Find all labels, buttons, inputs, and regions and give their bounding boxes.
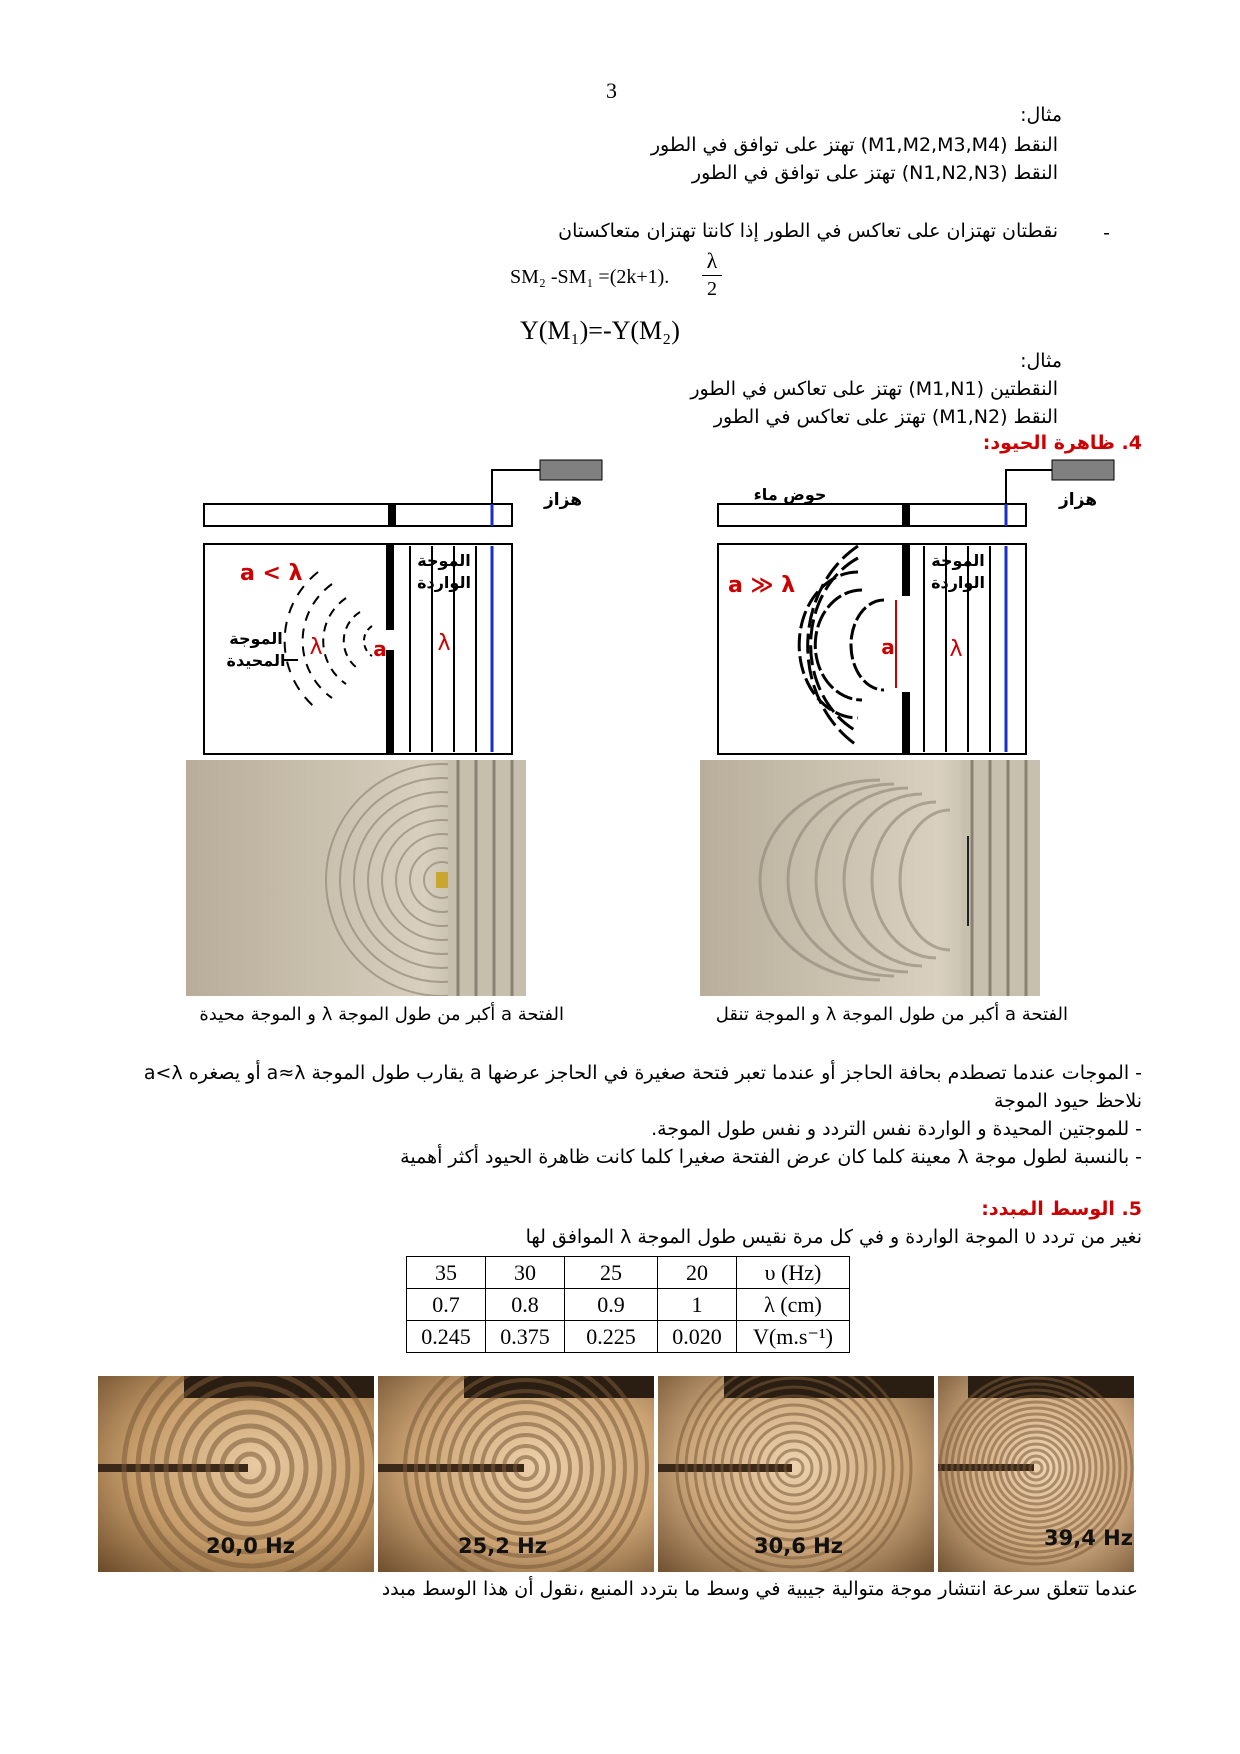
left-diagram (204, 460, 602, 754)
note-1: - الموجات عندما تصطدم بحافة الحاجز أو عندما تعبر فتحة صغيرة في الحاجز عرضها a يقارب طول الموجة a≈λ أو يصغره a<λ (143, 1062, 1142, 1084)
dispersion-photo-4 (938, 1376, 1134, 1572)
ripple-photo-left (186, 760, 526, 996)
photo-label-2: 25,2 Hz (458, 1534, 547, 1558)
opposition-bullet: - (1103, 222, 1110, 244)
incident-label-right: الموجة (931, 551, 985, 570)
table-cell: 0.375 (486, 1321, 565, 1353)
formula-denominator: 2 (707, 278, 717, 300)
table-row-label: λ (cm) (737, 1289, 850, 1321)
right-diagram (718, 460, 1114, 754)
table-row (407, 1257, 850, 1289)
tank-top-right (718, 504, 1026, 526)
ripple-pattern-left (186, 760, 526, 996)
barrier-upper-right (902, 544, 910, 596)
table-cell: 0.9 (565, 1289, 658, 1321)
lambda-left-diffracted: λ (309, 635, 323, 660)
incident-label-right: الواردة (931, 573, 985, 592)
tank-label: حوض ماء (753, 485, 827, 504)
vibrator-left (540, 460, 602, 480)
table-cell: 25 (565, 1257, 658, 1289)
formula-path-difference: SM₂ -SM₁ =(2k+1). (510, 266, 670, 288)
section4-title: 4. ظاهرة الحيود: (982, 432, 1142, 454)
incident-label-left: الواردة (417, 573, 471, 592)
section5-intro: نغير من تردد υ الموجة الواردة و في كل مرة نقيس طول الموجة λ الموافق لها (525, 1226, 1142, 1248)
condition-right: a ≫ λ (728, 573, 796, 598)
formula-fraction (702, 248, 722, 301)
barrier-upper-left (386, 544, 394, 630)
tank-top-left (204, 504, 512, 526)
lambda-left-incident: λ (437, 631, 451, 656)
diffracted-label: الموجة (229, 629, 283, 648)
section5-title: 5. الوسط المبدد: (981, 1198, 1142, 1220)
formula-displacement: Y(M₁)=-Y(M₂) (520, 316, 680, 345)
photo-label-3: 30,6 Hz (754, 1534, 843, 1558)
table-row-label: V(m.s⁻¹) (737, 1321, 850, 1353)
table-cell: 35 (407, 1257, 486, 1289)
table-cell: 0.020 (658, 1321, 737, 1353)
example1-line1: النقط (M1,M2,M3,M4) تهتز على توافق في الطور (650, 134, 1058, 156)
conclusion: عندما تتعلق سرعة انتشار موجة متوالية جيبية في وسط ما بتردد المنبع ،نقول أن هذا الوسط مبدد (381, 1578, 1138, 1600)
diffracted-label: المحيدة (226, 651, 286, 670)
ripple-photo-right (700, 760, 1040, 996)
vibrator-label-left: هزاز (544, 490, 582, 510)
aperture-marker (436, 872, 448, 888)
example1-line2: النقط (N1,N2,N3) تهتز على توافق في الطور (691, 162, 1058, 184)
note-3: - بالنسبة لطول موجة λ معينة كلما كان عرض الفتحة صغيرا كلما كانت ظاهرة الحيود أكثر أهمية (400, 1146, 1142, 1168)
table-cell: 0.245 (407, 1321, 486, 1353)
table-cell: 30 (486, 1257, 565, 1289)
example1-label: مثال: (1020, 104, 1062, 126)
ripple-pattern-right (700, 760, 1040, 996)
table-row-label: υ (Hz) (737, 1257, 850, 1289)
caption-left: الفتحة a أكبر من طول الموجة λ و الموجة محيدة (199, 1004, 564, 1025)
example2-label: مثال: (1020, 350, 1062, 372)
table-cell: 0.8 (486, 1289, 565, 1321)
caption-right: الفتحة a أكبر من طول الموجة λ و الموجة تنقل (715, 1004, 1068, 1025)
condition-left: a < λ (240, 561, 303, 586)
note-2: - للموجتين المحيدة و الواردة نفس التردد و نفس طول الموجة. (651, 1118, 1142, 1140)
page-number: 3 (606, 78, 617, 103)
barrier-lower-right (902, 692, 910, 754)
barrier-top-left (388, 504, 396, 526)
incident-label-left: الموجة (417, 551, 471, 570)
barrier-lower-left (386, 650, 394, 754)
table-cell: 1 (658, 1289, 737, 1321)
table-cell: 20 (658, 1257, 737, 1289)
table-cell: 0.7 (407, 1289, 486, 1321)
barrier-top-right (902, 504, 910, 526)
vibrator-right (1052, 460, 1114, 480)
table-row (407, 1289, 850, 1321)
frequency-table (406, 1256, 850, 1353)
photo-label-4: 39,4 Hz (1044, 1526, 1133, 1550)
note-1b: نلاحظ حيود الموجة (993, 1090, 1142, 1112)
example2-line2: النقط (M1,N2) تهتز على تعاكس في الطور (713, 406, 1058, 428)
lambda-right-incident: λ (949, 637, 963, 662)
aperture-a-left: a (373, 637, 387, 661)
example2-line1: النقطتين (M1,N1) تهتز على تعاكس في الطور (690, 378, 1058, 400)
table-cell: 0.225 (565, 1321, 658, 1353)
opposition-text: نقطتان تهتزان على تعاكس في الطور إذا كانتا تهتزان متعاكستان (558, 220, 1058, 242)
formula-numerator: λ (706, 248, 718, 273)
dispersion-photo-3 (658, 1376, 934, 1572)
table-row (407, 1321, 850, 1353)
photo-label-1: 20,0 Hz (206, 1534, 295, 1558)
dispersion-photo-1 (98, 1376, 374, 1572)
vibrator-label-right: هزاز (1059, 490, 1097, 510)
diffraction-diagrams (0, 450, 1240, 780)
dispersion-photo-2 (378, 1376, 654, 1572)
aperture-a-right: a (881, 635, 895, 659)
fraction-bar (702, 275, 722, 276)
